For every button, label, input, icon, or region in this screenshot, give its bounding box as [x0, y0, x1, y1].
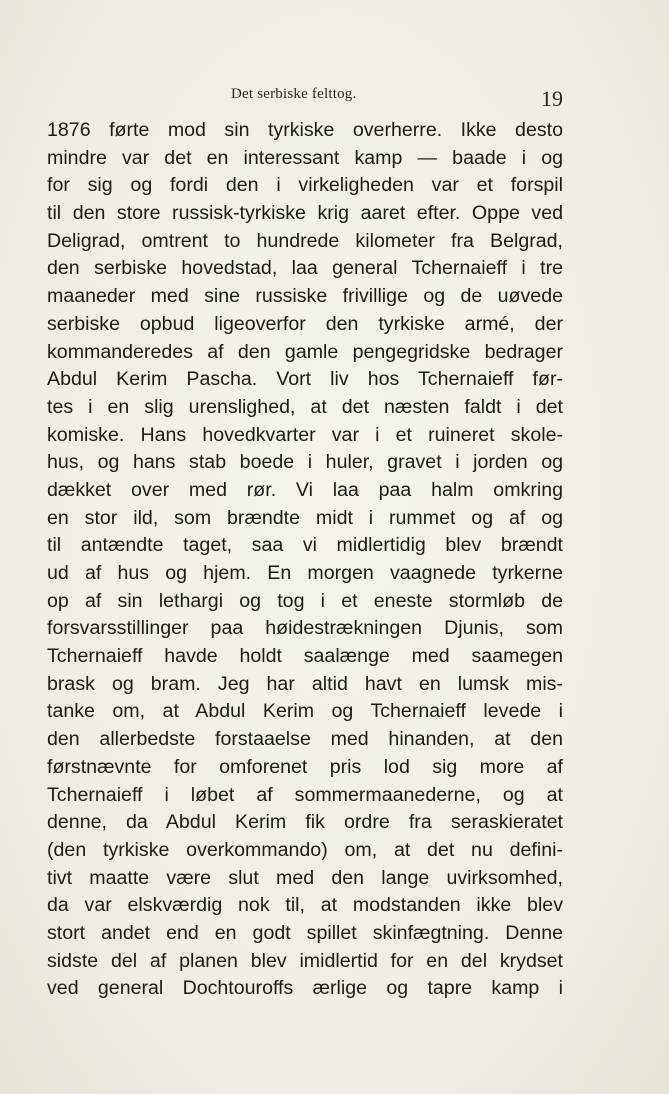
text-line: den allerbedste forstaaelse med hinanden, at den [47, 728, 563, 751]
text-line: da var elskværdig nok til, at modstanden ikke blev [47, 894, 563, 917]
text-line: førstnævnte for omforenet pris lod sig more af [47, 755, 563, 778]
text-line: (den tyrkiske overkommando) om, at det nu defini- [47, 838, 563, 861]
text-line: dækket over med rør. Vi laa paa halm omkring [47, 478, 563, 501]
text-line: maaneder med sine russiske frivillige og de uøvede [47, 285, 563, 308]
text-line: mindre var det en interessant kamp — baade i og [47, 146, 563, 169]
text-line: den serbiske hovedstad, laa general Tchernaieff i tre [47, 257, 563, 280]
text-line: stort andet end en godt spillet skinfægtning. Denne [47, 921, 563, 944]
text-line: Abdul Kerim Pascha. Vort liv hos Tchernaieff før- [47, 368, 563, 391]
text-line: Tchernaieff i løbet af sommermaanederne, og at [47, 783, 563, 806]
text-line: tes i en slig urenslighed, at det næsten faldt i det [47, 395, 563, 418]
text-line: komiske. Hans hovedkvarter var i et ruineret skole- [47, 423, 563, 446]
text-line: serbiske opbud ligeoverfor den tyrkiske armé, der [47, 312, 563, 335]
text-line: ved general Dochtouroffs ærlige og tapre kamp i [47, 977, 563, 1000]
text-line: tivt maatte være slut med den lange uvirksomhed, [47, 866, 563, 889]
text-line: 1876 førte mod sin tyrkiske overherre. Ikke desto [47, 119, 563, 141]
text-line: hus, og hans stab boede i huler, gravet i jorden og [47, 451, 563, 474]
text-line: tanke om, at Abdul Kerim og Tchernaieff levede i [47, 700, 563, 723]
text-line: til den store russisk-tyrkiske krig aaret efter. Oppe ved [47, 202, 563, 225]
text-line: kommanderedes af den gamle pengegridske bedrager [47, 340, 563, 363]
running-head-title: Det serbiske felttog. [231, 86, 357, 102]
text-line: Deligrad, omtrent to hundrede kilometer fra Belgrad, [47, 229, 563, 252]
text-line: forsvarsstillinger paa høidestrækningen Djunis, som [47, 617, 563, 640]
text-line: en stor ild, som brændte midt i rummet og af og [47, 506, 563, 529]
text-line: brask og bram. Jeg har altid havt en lumsk mis- [47, 672, 563, 695]
text-line: denne, da Abdul Kerim fik ordre fra seraskieratet [47, 811, 563, 834]
text-line: sidste del af planen blev imidlertid for en del krydset [47, 949, 563, 972]
text-line: ud af hus og hjem. En morgen vaagnede tyrkerne [47, 562, 563, 584]
text-line: for sig og fordi den i virkeligheden var et forspil [47, 174, 563, 197]
body-text [47, 117, 563, 1003]
text-line: Tchernaieff havde holdt saalænge med saamegen [47, 645, 563, 668]
text-line: op af sin lethargi og tog i et eneste stormløb de [47, 589, 563, 612]
page-number: 19 [541, 86, 563, 111]
text-line: til antændte taget, saa vi midlertidig blev brændt [47, 534, 563, 557]
